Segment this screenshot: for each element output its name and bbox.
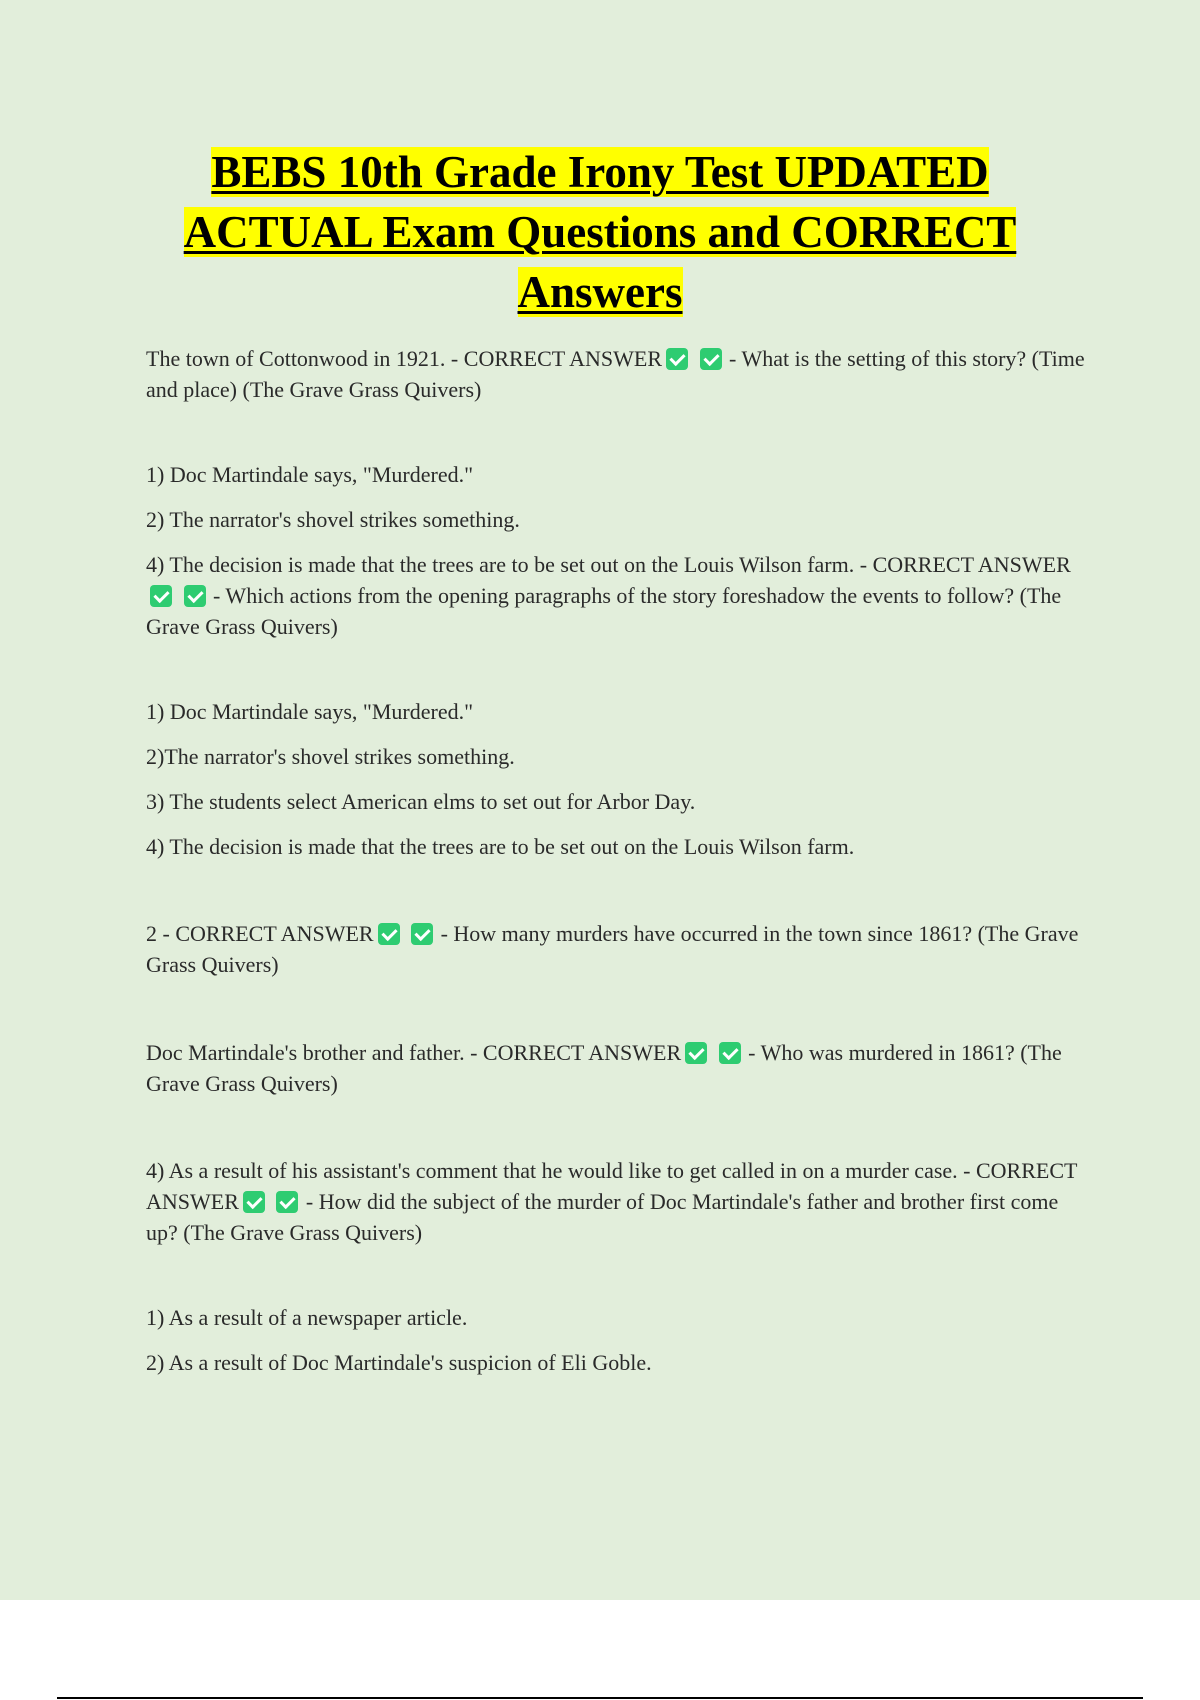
correct-answer-label: CORRECT ANSWER (146, 1158, 1078, 1214)
question-text: - How many murders have occurred in the town since 1861? (The Grave Grass Quivers) (146, 921, 1079, 977)
green-checkbox-icon (666, 348, 688, 370)
title-line-3: Answers (517, 267, 683, 317)
question-text: - What is the setting of this story? (Time and place) (The Grave Grass Quivers) (146, 346, 1085, 402)
green-checkbox-icon (184, 585, 206, 607)
title-line-1: BEBS 10th Grade Irony Test UPDATED (211, 147, 989, 197)
qa-paragraph (146, 343, 1086, 405)
qa-paragraph (146, 1155, 1086, 1248)
document-title (100, 142, 1100, 322)
green-checkbox-icon (719, 1042, 741, 1064)
qa-paragraph (146, 549, 1086, 642)
list-item: 3) The students select American elms to set out for Arbor Day. (146, 789, 696, 814)
correct-answer-label: CORRECT ANSWER (463, 346, 663, 371)
answer-text: Doc Martindale's brother and father. - (146, 1040, 483, 1065)
list-item: 4) The decision is made that the trees are to be set out on the Louis Wilson farm. (146, 834, 855, 859)
question-text: - Which actions from the opening paragraphs of the story foreshadow the events to follow? (The Grave Grass Quivers) (146, 583, 1062, 639)
green-checkbox-icon (700, 348, 722, 370)
list-item: 2) The narrator's shovel strikes something. (146, 507, 520, 532)
correct-answer-label: CORRECT ANSWER (872, 552, 1071, 577)
list-item: 1) Doc Martindale says, "Murdered." (146, 699, 474, 724)
answer-text: 4) The decision is made that the trees are to be set out on the Louis Wilson farm. - (146, 552, 873, 577)
list-item: 1) As a result of a newspaper article. (146, 1305, 468, 1330)
qa-paragraph (146, 1037, 1086, 1099)
list-item: 2)The narrator's shovel strikes something. (146, 744, 515, 769)
document-body (146, 343, 1086, 1378)
correct-answer-label: CORRECT ANSWER (482, 1040, 682, 1065)
answer-text: 4) As a result of his assistant's comment that he would like to get called in on a murder case. - (146, 1158, 976, 1183)
answer-text: The town of Cottonwood in 1921. - (146, 346, 464, 371)
green-checkbox-icon (378, 923, 400, 945)
green-checkbox-icon (276, 1191, 298, 1213)
answer-text: 2 - (146, 921, 176, 946)
list-item: 2) As a result of Doc Martindale's suspicion of Eli Goble. (146, 1350, 652, 1375)
qa-paragraph (146, 918, 1086, 980)
correct-answer-label: CORRECT ANSWER (175, 921, 374, 946)
question-text: - How did the subject of the murder of Doc Martindale's father and brother first come up? (The Grave Grass Quivers) (146, 1189, 1059, 1245)
green-checkbox-icon (411, 923, 433, 945)
title-line-2: ACTUAL Exam Questions and CORRECT (183, 207, 1017, 257)
question-text: - Who was murdered in 1861? (The Grave Grass Quivers) (146, 1040, 1062, 1096)
footer-divider (57, 1697, 1143, 1699)
list-item: 1) Doc Martindale says, "Murdered." (146, 462, 474, 487)
green-checkbox-icon (685, 1042, 707, 1064)
green-checkbox-icon (150, 585, 172, 607)
green-checkbox-icon (243, 1191, 265, 1213)
